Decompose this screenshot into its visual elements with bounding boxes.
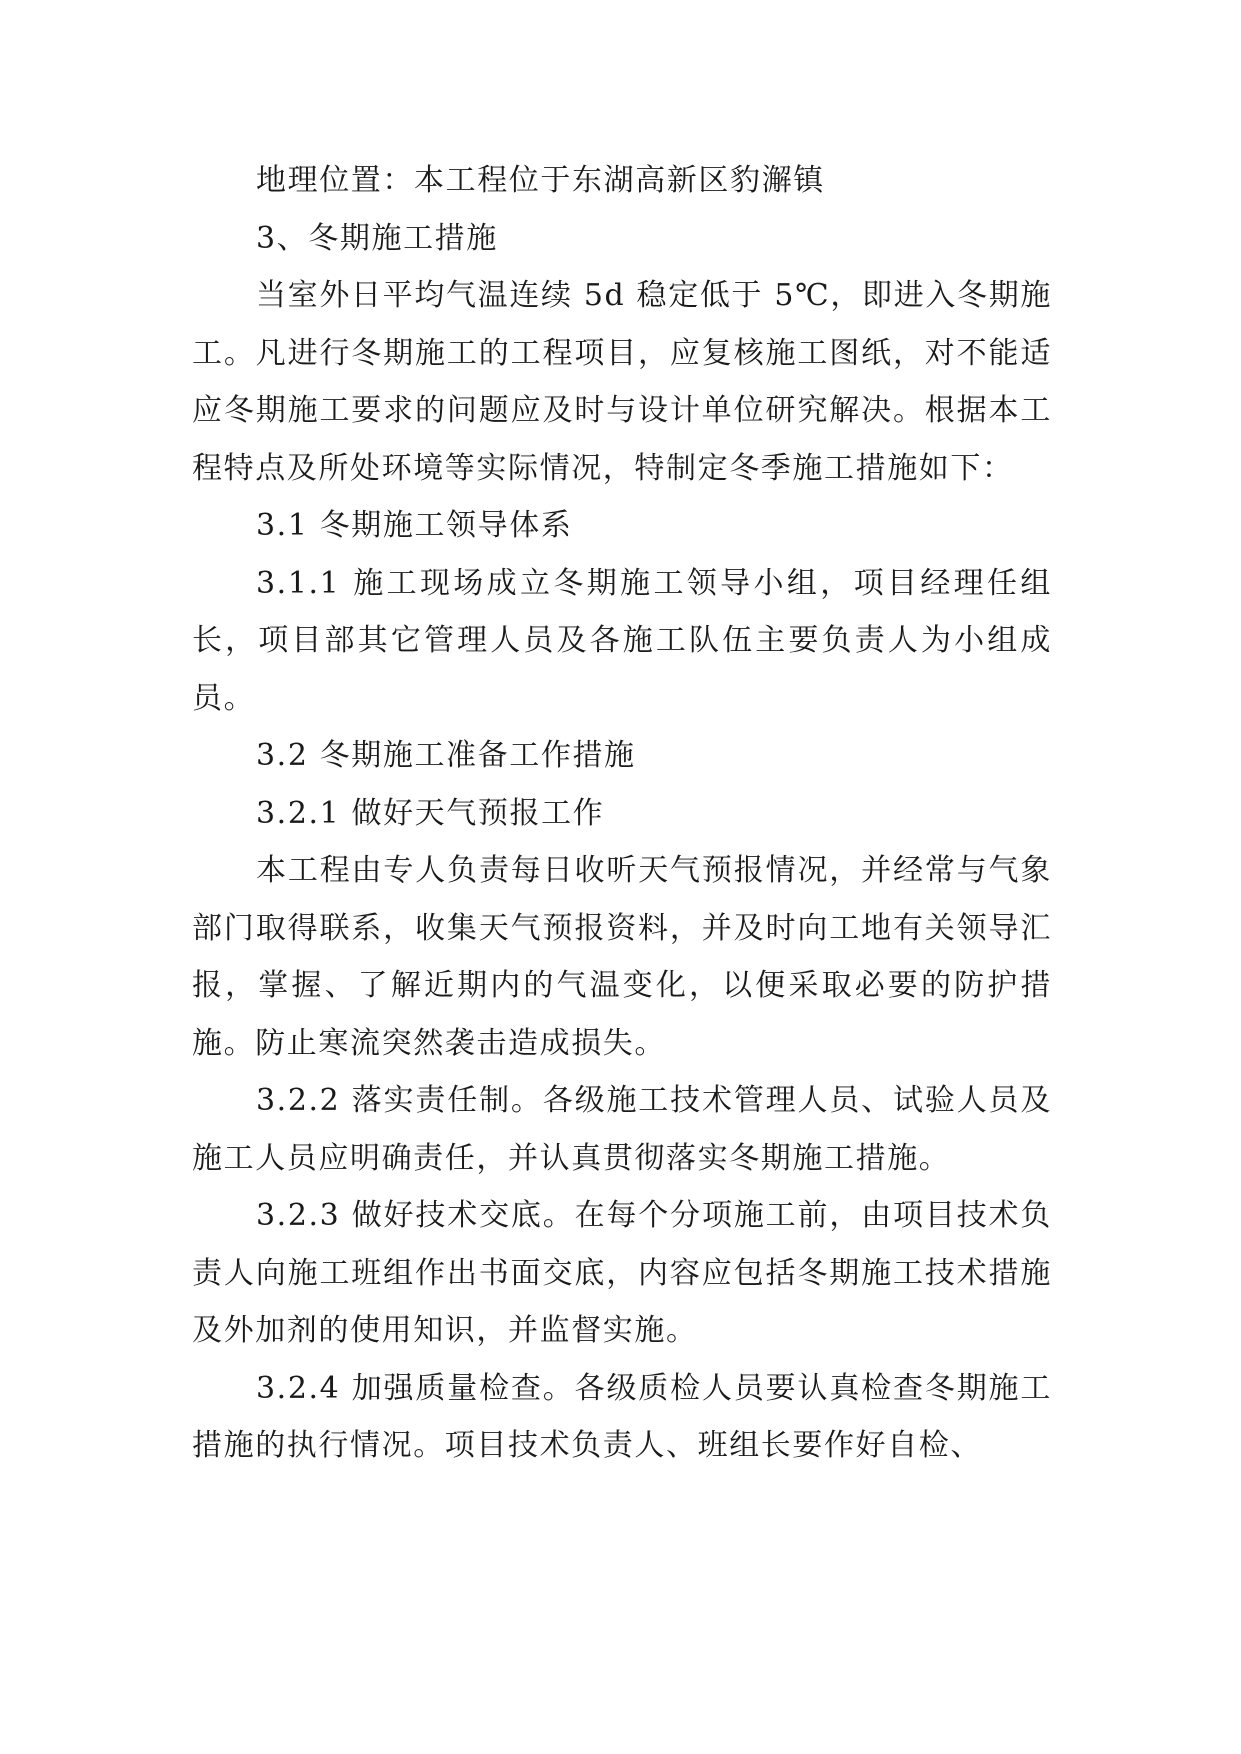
paragraph-responsibility: 3.2.2 落实责任制。各级施工技术管理人员、试验人员及施工人员应明确责任，并认真贯彻落实冬期施工措施。 <box>192 1083 1052 1176</box>
document-body <box>192 152 1052 1475</box>
paragraph-quality-inspection: 3.2.4 加强质量检查。各级质检人员要认真检查冬期施工措施的执行情况。项目技术负责人、班组长要作好自检、 <box>192 1370 1052 1463</box>
heading-preparation-measures: 3.2 冬期施工准备工作措施 <box>256 738 636 773</box>
paragraph-weather-forecast: 本工程由专人负责每日收听天气预报情况，并经常与气象部门取得联系，收集天气预报资料，并及时向工地有关领导汇报，掌握、了解近期内的气温变化，以便采取必要的防护措施。防止寒流突然袭击造成损失。 <box>192 853 1052 1061</box>
heading-winter-construction-measures: 3、冬期施工措施 <box>256 220 498 256</box>
paragraph-leadership-group: 3.1.1 施工现场成立冬期施工领导小组，项目经理任组长，项目部其它管理人员及各施工队伍主要负责人为小组成员。 <box>192 565 1052 716</box>
paragraph-technical-briefing: 3.2.3 做好技术交底。在每个分项施工前，由项目技术负责人向施工班组作出书面交底，内容应包括冬期施工技术措施及外加剂的使用知识，并监督实施。 <box>192 1198 1052 1348</box>
paragraph-winter-definition: 当室外日平均气温连续 5d 稳定低于 5℃，即进入冬期施工。凡进行冬期施工的工程项目，应复核施工图纸，对不能适应冬期施工要求的问题应及时与设计单位研究解决。根据本工程特点及所处环境等实际情况，特制定冬季施工措施如下： <box>192 278 1052 486</box>
heading-weather-forecast: 3.2.1 做好天气预报工作 <box>256 795 605 831</box>
heading-leadership-system: 3.1 冬期施工领导体系 <box>256 508 573 543</box>
paragraph-location: 地理位置：本工程位于东湖高新区豹澥镇 <box>256 163 825 198</box>
